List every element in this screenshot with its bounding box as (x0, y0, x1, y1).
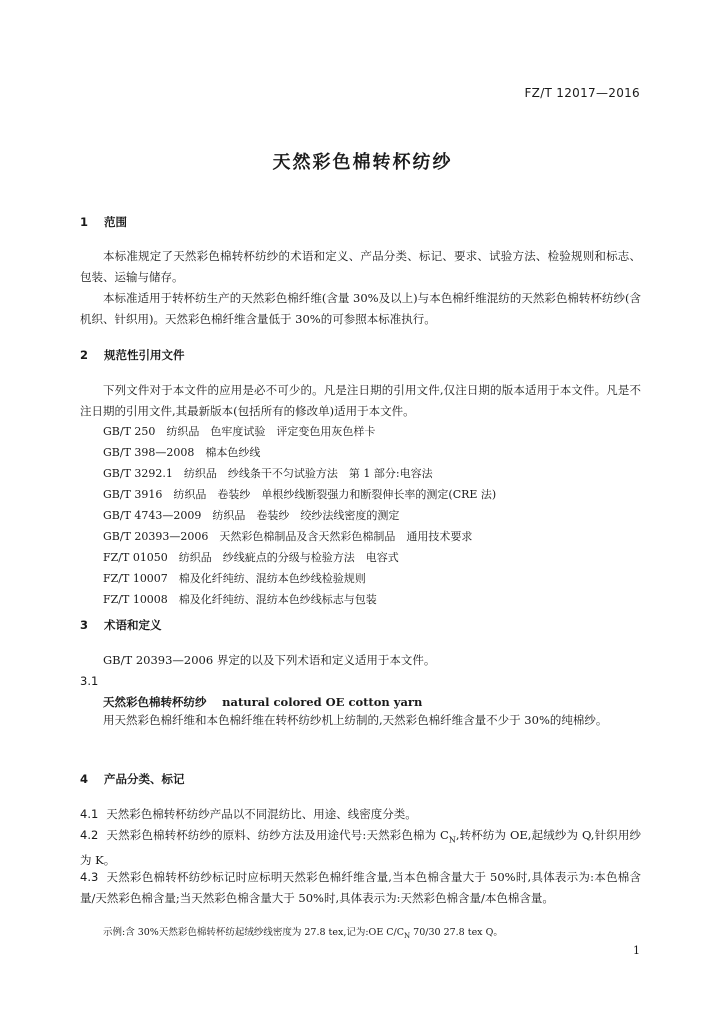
reference-item: GB/T 4743—2009 纺织品 卷装纱 绞纱法线密度的测定 (103, 509, 400, 522)
reference-item: FZ/T 10008 棉及化纤纯纺、混纺本色纱线标志与包装 (103, 593, 377, 606)
clause-text: 天然彩色棉转杯纺纱产品以不同混纺比、用途、线密度分类。 (106, 807, 417, 821)
reference-item: GB/T 398—2008 棉本色纱线 (103, 446, 261, 459)
standard-code: FZ/T 12017—2016 (524, 86, 640, 100)
section-title: 范围 (104, 215, 128, 229)
section-number: 4 (80, 772, 89, 786)
clause-number: 4.2 (80, 828, 99, 842)
section-number: 3 (80, 618, 89, 632)
clause-text: 天然彩色棉转杯纺纱标记时应标明天然彩色棉纤维含量,当本色棉含量大于 50%时,具体表示为:本色棉含量/天然彩色棉含量;当天然彩色棉含量大于 50%时,具体表示为:天然彩色棉含量/本色棉含量。 (80, 870, 641, 905)
section-4-heading (80, 771, 185, 787)
clause-4-2 (80, 825, 641, 871)
reference-item: GB/T 3916 纺织品 卷装纱 单根纱线断裂强力和断裂伸长率的测定(CRE 法) (103, 488, 497, 501)
section-3-intro: GB/T 20393—2006 界定的以及下列术语和定义适用于本文件。 (103, 653, 436, 667)
clause-text-cont: ,转杯纺为 OE,起绒纱为 Q,针织用纱为 K。 (80, 828, 641, 868)
reference-item: FZ/T 01050 纺织品 纱线疵点的分级与检验方法 电容式 (103, 551, 399, 564)
section-number: 2 (80, 348, 89, 362)
term-english: natural colored OE cotton yarn (222, 695, 423, 709)
clause-text: 天然彩色棉转杯纺纱的原料、纺纱方法及用途代号:天然彩色棉为 C (106, 828, 449, 842)
section-2-intro: 下列文件对于本文件的应用是必不可少的。凡是注日期的引用文件,仅注日期的版本适用于本文件。凡是不注日期的引用文件,其最新版本(包括所有的修改单)适用于本文件。 (80, 383, 641, 418)
section-title: 规范性引用文件 (104, 348, 185, 362)
example-note (103, 924, 503, 940)
clause-4-1 (80, 804, 641, 825)
section-3-heading (80, 617, 162, 633)
clause-subscript: N (448, 835, 456, 845)
term-chinese: 天然彩色棉转杯纺纱 (103, 695, 207, 709)
clause-4-3 (80, 867, 641, 909)
section-2-heading (80, 347, 185, 363)
section-number: 1 (80, 215, 89, 229)
page-number: 1 (633, 944, 640, 957)
section-title: 产品分类、标记 (104, 772, 185, 786)
document-title: 天然彩色棉转杯纺纱 (272, 152, 453, 173)
section-1-heading (80, 214, 127, 230)
section-1-paragraph-1: 本标准规定了天然彩色棉转杯纺纱的术语和定义、产品分类、标记、要求、试验方法、检验规则和标志、包装、运输与储存。 (80, 249, 641, 284)
subsection-number: 3.1 (80, 674, 99, 688)
reference-item: GB/T 20393—2006 天然彩色棉制品及含天然彩色棉制品 通用技术要求 (103, 530, 473, 543)
example-tail: 70/30 27.8 tex Q。 (410, 927, 503, 938)
reference-item: FZ/T 10007 棉及化纤纯纺、混纺本色纱线检验规则 (103, 572, 366, 585)
clause-number: 4.1 (80, 807, 99, 821)
clause-number: 4.3 (80, 870, 99, 884)
example-text: 示例:含 30%天然彩色棉转杯纺起绒纱线密度为 27.8 tex,记为:OE C/C (103, 927, 405, 938)
term-definition: 用天然彩色棉纤维和本色棉纤维在转杯纺纱机上纺制的,天然彩色棉纤维含量不少于 30%的纯棉纱。 (103, 713, 608, 727)
example-subscript: N (404, 931, 411, 940)
term-entry (103, 694, 422, 710)
section-title: 术语和定义 (104, 618, 162, 632)
reference-item: GB/T 3292.1 纺织品 纱线条干不匀试验方法 第 1 部分:电容法 (103, 467, 433, 480)
reference-item: GB/T 250 纺织品 色牢度试验 评定变色用灰色样卡 (103, 425, 376, 438)
section-1-paragraph-2: 本标准适用于转杯纺生产的天然彩色棉纤维(含量 30%及以上)与本色棉纤维混纺的天然彩色棉转杯纺纱(含机织、针织用)。天然彩色棉纤维含量低于 30%的可参照本标准执行。 (80, 291, 641, 326)
